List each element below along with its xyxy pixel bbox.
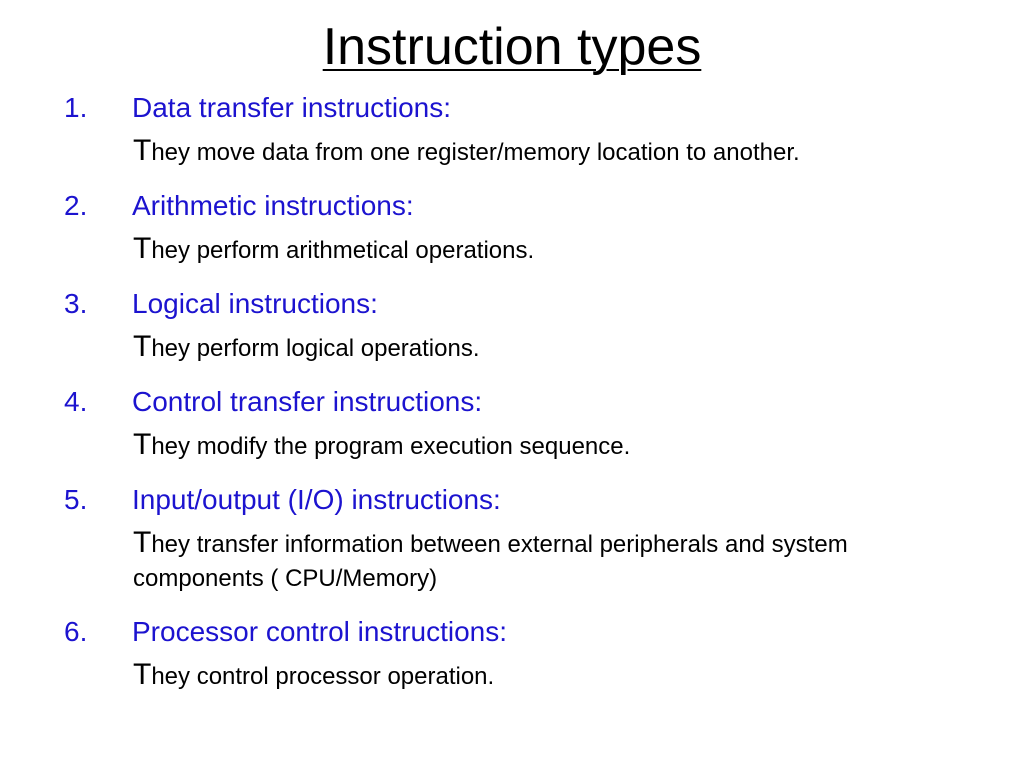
item-heading-label: Logical instructions: bbox=[132, 288, 378, 319]
item-heading-label: Arithmetic instructions: bbox=[132, 190, 414, 221]
description-text: hey control processor operation. bbox=[151, 663, 495, 690]
item-description bbox=[133, 428, 923, 464]
description-initial: T bbox=[133, 526, 152, 559]
item-number: 1. bbox=[64, 92, 88, 123]
description-text: hey move data from one register/memory location to another. bbox=[151, 139, 800, 166]
description-text: hey transfer information between external peripherals and system components ( CPU/Memory) bbox=[133, 531, 848, 592]
description-text: hey perform logical operations. bbox=[151, 335, 480, 362]
description-initial: T bbox=[133, 428, 152, 461]
item-heading-label: Control transfer instructions: bbox=[132, 386, 483, 417]
item-number: 2. bbox=[64, 190, 88, 221]
item-description bbox=[133, 330, 923, 366]
item-heading-label: Processor control instructions: bbox=[132, 616, 508, 647]
description-initial: T bbox=[133, 134, 152, 167]
item-number: 6. bbox=[64, 616, 88, 647]
item-number: 5. bbox=[64, 484, 88, 515]
item-number: 4. bbox=[64, 386, 88, 417]
description-initial: T bbox=[133, 232, 152, 265]
description-initial: T bbox=[133, 330, 152, 363]
item-heading-label: Input/output (I/O) instructions: bbox=[132, 484, 501, 515]
description-text: hey perform arithmetical operations. bbox=[151, 237, 535, 264]
item-description bbox=[133, 232, 923, 268]
slide-title: Instruction types bbox=[322, 18, 702, 76]
item-description bbox=[133, 134, 923, 170]
description-text: hey modify the program execution sequence. bbox=[151, 433, 631, 460]
item-description bbox=[133, 658, 923, 694]
item-heading-label: Data transfer instructions: bbox=[132, 92, 452, 123]
description-initial: T bbox=[133, 658, 152, 691]
item-number: 3. bbox=[64, 288, 88, 319]
item-description bbox=[133, 526, 923, 596]
